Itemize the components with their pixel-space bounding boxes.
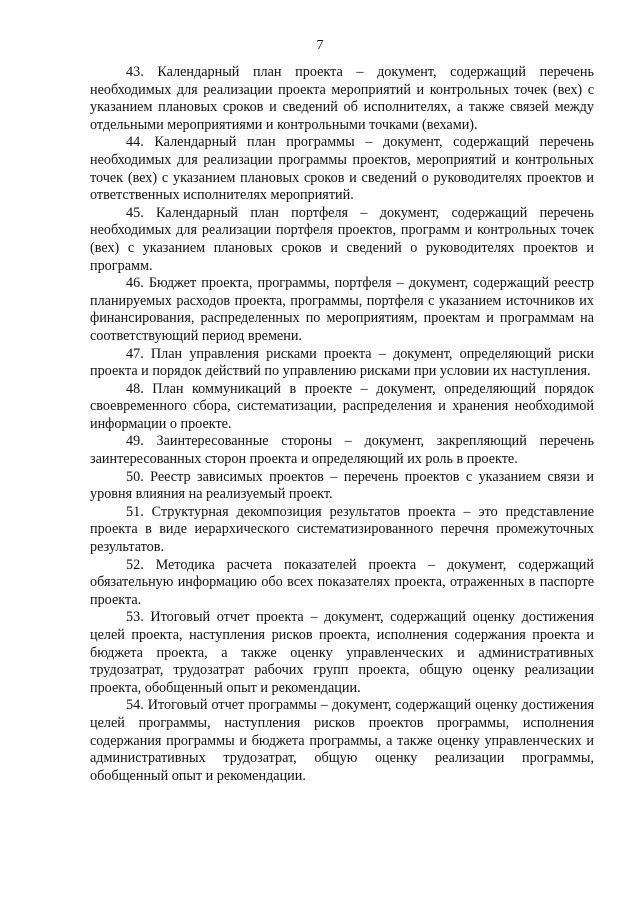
paragraph-43: 43. Календарный план проекта – документ, содержащий перечень необходимых для реализации проекта мероприятий и контрольных точек (вех) с указанием плановых сроков и сведений об исполнителях, а также связей между отдельными мероприятиями и контрольными точками (вехами). bbox=[90, 64, 594, 133]
paragraph-46: 46. Бюджет проекта, программы, портфеля – документ, содержащий реестр планируемых расходов проекта, программы, портфеля с указанием источников их финансирования, распределенных по мероприятиям, проектам и программам на соответствующий период времени. bbox=[90, 275, 594, 344]
paragraph-52: 52. Методика расчета показателей проекта – документ, содержащий обязательную информацию обо всех показателях проекта, отраженных в паспорте проекта. bbox=[90, 556, 594, 608]
paragraph-47: 47. План управления рисками проекта – документ, определяющий риски проекта и порядок действий по управлению рисками при условии их наступления. bbox=[90, 345, 594, 380]
paragraph-45: 45. Календарный план портфеля – документ, содержащий перечень необходимых для реализации портфеля проектов, программ и контрольных точек (вех) с указанием плановых сроков и сведений о руководителях проектов и программ. bbox=[90, 204, 594, 274]
paragraph-44: 44. Календарный план программы – документ, содержащий перечень необходимых для реализации программы проектов, мероприятий и контрольных точек (вех) с указанием плановых сроков и сведений о руководителях проектов и ответственных исполнителях мероприятий. bbox=[90, 134, 594, 204]
document-body bbox=[90, 64, 594, 785]
paragraph-50: 50. Реестр зависимых проектов – перечень проектов с указанием связи и уровня влияния на реализуемый проект. bbox=[90, 468, 594, 503]
paragraph-53: 53. Итоговый отчет проекта – документ, содержащий оценку достижения целей проекта, наступления рисков проекта, исполнения содержания проекта и бюджета проекта, а также оценку управленческих и административных трудозатрат, трудозатрат рабочих групп проекта, общую оценку реализации проекта, обобщенный опыт и рекомендации. bbox=[90, 609, 594, 696]
paragraph-49: 49. Заинтересованные стороны – документ, закрепляющий перечень заинтересованных сторон проекта и определяющий их роль в проекте. bbox=[90, 433, 594, 468]
paragraph-54: 54. Итоговый отчет программы – документ, содержащий оценку достижения целей программы, наступления рисков проектов программы, исполнения содержания программы и бюджета программы, а также оценку управленческих и административных трудозатрат, общую оценку реализации программы, обобщенный опыт и рекомендации. bbox=[90, 697, 594, 784]
paragraph-48: 48. План коммуникаций в проекте – документ, определяющий порядок своевременного сбора, систематизации, распределения и хранения необходимой информации о проекте. bbox=[90, 380, 594, 432]
page-number: 7 bbox=[316, 38, 324, 53]
paragraph-51: 51. Структурная декомпозиция результатов проекта – это представление проекта в виде иерархического систематизированного перечня промежуточных результатов. bbox=[90, 503, 594, 556]
